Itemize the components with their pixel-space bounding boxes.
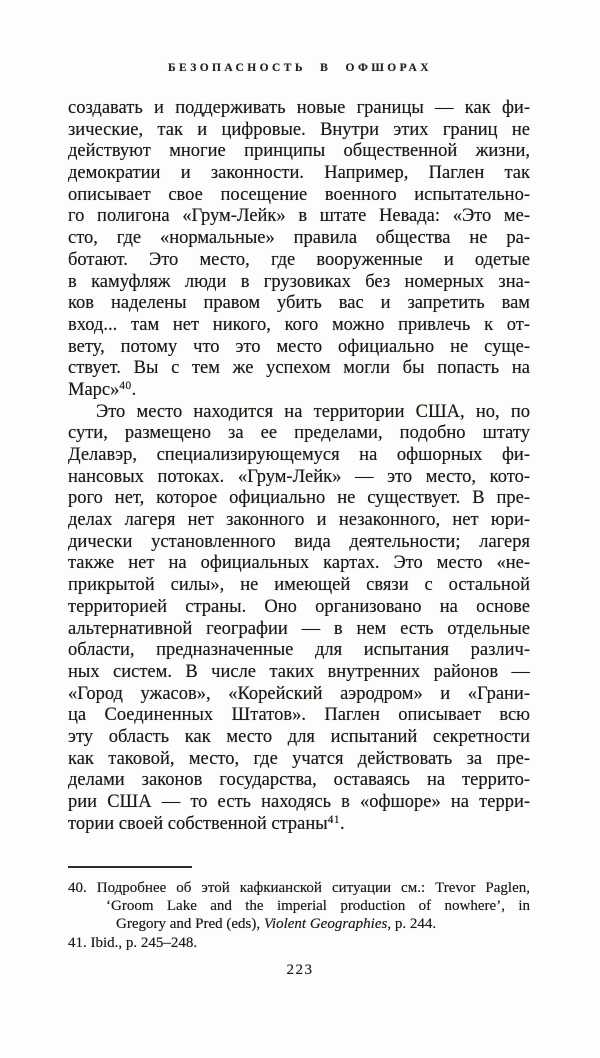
text-segment: территорией страны. Оно организовано на основе: [68, 596, 530, 617]
text-line: [68, 814, 530, 836]
text-line: [68, 467, 530, 489]
text-line: [68, 163, 530, 185]
text-line: [68, 749, 530, 771]
text-segment: ‘Groom Lake and the imperial production of nowhere’, in: [106, 898, 530, 915]
text-segment: рии США — то есть находясь в «офшоре» на терри-: [68, 792, 530, 812]
text-line: [68, 770, 530, 792]
text-line: [68, 532, 530, 554]
footnote-line: [68, 897, 530, 915]
text-segment: ков наделены правом убить вас и запретить вам: [68, 293, 530, 314]
text-line: [68, 402, 530, 424]
footnote-marker: 41: [327, 813, 340, 826]
text-segment: эту область как место для испытаний секретности: [68, 726, 530, 747]
footnote-marker: 40: [119, 379, 132, 392]
page-number: 223: [286, 962, 314, 978]
text-line: [68, 98, 530, 120]
text-line: [68, 727, 530, 749]
text-segment: вету, потому что это место официально не суще-: [68, 336, 530, 357]
footnote-line: [68, 915, 530, 933]
text-line: [68, 684, 530, 706]
text-segment: описывает свое посещение военного испытательно-: [68, 184, 530, 205]
text-line: [68, 141, 530, 163]
text-line: [68, 315, 530, 337]
text-line: [68, 358, 530, 380]
text-segment: зические, так и цифровые. Внутри этих границ не: [68, 119, 530, 140]
text-segment: 41. Ibid., p. 245–248.: [68, 934, 198, 951]
text-line: [68, 597, 530, 619]
text-line: [68, 120, 530, 142]
text-segment: вход... там нет никого, кого можно привлечь к от-: [68, 314, 530, 335]
text-line: [68, 510, 530, 532]
text-segment: ных систем. В числе таких внутренних районов —: [68, 661, 530, 682]
text-line: [68, 792, 530, 814]
text-line: [68, 206, 530, 228]
text-segment: демократии и законности. Например, Паглен так: [68, 163, 530, 184]
text-segment: как таковой, место, где учатся действовать за пре-: [68, 748, 530, 769]
text-segment: Делавэр, специализирующемуся на офшорных фи-: [68, 445, 530, 465]
text-line: [68, 185, 530, 207]
running-header: БЕЗОПАСНОСТЬ В ОФШОРАХ: [168, 62, 432, 74]
text-line: [68, 488, 530, 510]
text-segment: Gregory and Pred (eds),: [116, 916, 264, 933]
footnotes: [68, 879, 530, 952]
text-segment: области, предназначенные для испытания различ-: [68, 640, 530, 661]
text-line: [68, 293, 530, 315]
text-segment: .: [131, 379, 137, 400]
text-line: [68, 662, 530, 684]
footnote-line: [68, 879, 530, 897]
text-segment: .: [339, 813, 345, 834]
text-line: [68, 337, 530, 359]
text-segment: 40. Подробнее об этой кафкианской ситуации см.: Trevor Paglen,: [68, 880, 530, 896]
text-segment: действуют многие принципы общественной жизни,: [68, 141, 530, 162]
text-segment: также нет на официальных картах. Это место «не-: [68, 553, 530, 574]
body-text: [68, 98, 530, 835]
text-line: [68, 445, 530, 467]
text-segment: ца Соединенных Штатов». Паглен описывает всю: [68, 705, 530, 726]
text-segment: тории своей собственной страны: [68, 813, 328, 834]
text-segment: создавать и поддерживать новые границы — как фи-: [68, 98, 530, 118]
text-segment: нансовых потоках. «Грум-Лейк» — это место, кото-: [68, 466, 530, 487]
text-line: [68, 250, 530, 272]
text-segment: дически установленного вида деятельности; лагеря: [68, 531, 530, 552]
text-segment: делами законов государства, оставаясь на террито-: [68, 770, 530, 791]
text-segment: Марс»: [68, 379, 120, 400]
footnote-line: [68, 934, 530, 952]
text-line: [68, 423, 530, 445]
text-line: [68, 575, 530, 597]
footnote-rule: [68, 866, 192, 868]
text-line: [68, 553, 530, 575]
text-line: [68, 619, 530, 641]
text-line: [68, 272, 530, 294]
text-segment: Это место находится на территории США, но, по: [96, 401, 530, 422]
text-line: [68, 705, 530, 727]
text-line: [68, 228, 530, 250]
text-segment: альтернативной географии — в нем есть отдельные: [68, 618, 530, 639]
text-segment: го полигона «Грум-Лейк» в штате Невада: «Это ме-: [68, 206, 530, 227]
text-segment: ботают. Это место, где вооруженные и одетые: [68, 249, 530, 270]
text-segment: Violent Geographies: [263, 916, 388, 933]
text-segment: сути, размещено за ее пределами, подобно штату: [68, 423, 530, 444]
text-segment: в камуфляж люди в грузовиках без номерных зна-: [68, 271, 530, 292]
text-segment: делах лагеря нет законного и незаконного, нет юри-: [68, 510, 530, 531]
text-line: [68, 640, 530, 662]
text-segment: «Город ужасов», «Корейский аэродром» и «Грани-: [68, 683, 530, 704]
text-segment: сто, где «нормальные» правила общества не ра-: [68, 228, 530, 249]
text-line: [68, 380, 530, 402]
text-segment: рого нет, которое официально не существует. В пре-: [68, 488, 530, 509]
text-segment: прикрытой силы», не имеющей связи с остальной: [68, 575, 530, 596]
text-segment: ствует. Вы с тем же успехом могли бы попасть на: [68, 358, 530, 379]
text-segment: , p. 244.: [387, 916, 437, 933]
